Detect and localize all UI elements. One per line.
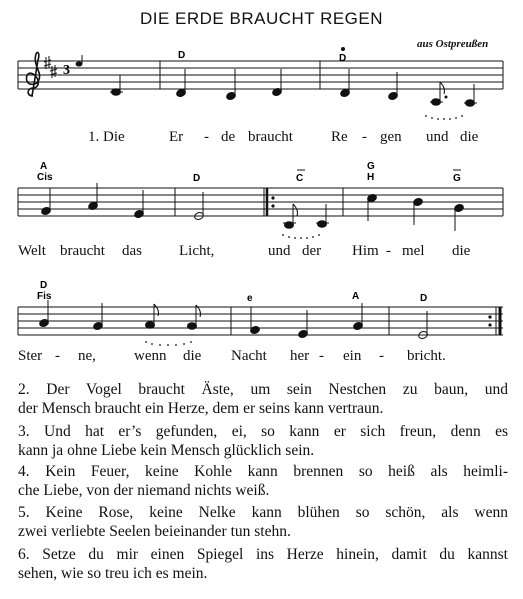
lyric-syllable: bricht. xyxy=(407,348,446,364)
staff-3 xyxy=(18,307,503,335)
chord-label: D xyxy=(40,280,48,291)
lyric-syllable: Him xyxy=(352,243,379,259)
staff-1 xyxy=(18,61,503,89)
lyric-syllable: braucht xyxy=(60,243,105,259)
lyric-syllable: Er xyxy=(169,129,184,145)
lyric-syllable: ne, xyxy=(78,348,96,364)
slur-row-1 xyxy=(425,115,463,120)
lyric-syllable: Ster xyxy=(18,348,43,364)
chord-label: H xyxy=(367,172,375,183)
lyric-syllable: die xyxy=(452,243,471,259)
chord-label: G xyxy=(367,161,375,172)
lyric-syllable: wenn xyxy=(134,348,167,364)
staff-2 xyxy=(18,188,503,216)
chord-label: Cis xyxy=(37,172,53,183)
lyric-syllable: der xyxy=(302,243,322,259)
verse-2 xyxy=(18,380,508,418)
time-signature: 3 xyxy=(63,63,70,78)
chord-label: D xyxy=(339,53,347,64)
lyric-syllable: und xyxy=(268,243,291,259)
verse-line: 2. Der Vogel braucht Äste, um sein Nestchen zu baun, und xyxy=(18,381,508,398)
verse-4 xyxy=(18,462,508,500)
verse-line: che Liebe, von der niemand nichts weiß. xyxy=(18,482,270,499)
chord-label: A xyxy=(352,291,360,302)
notes-row-3 xyxy=(39,300,429,340)
chord-label: G xyxy=(453,173,461,184)
chord-label: D xyxy=(193,173,201,184)
lyric-syllable: Re xyxy=(331,129,348,145)
lyric-syllable: de xyxy=(221,129,236,145)
lyric-syllable: - xyxy=(386,243,391,259)
verse-5 xyxy=(18,503,508,541)
verse-6 xyxy=(18,545,508,583)
chord-label: C xyxy=(296,173,304,184)
lyric-syllable: die xyxy=(460,129,479,145)
chord-label: Fis xyxy=(37,291,52,302)
lyric-syllable: ein xyxy=(343,348,362,364)
song-origin: aus Ostpreußen xyxy=(417,38,489,50)
lyric-syllable: - xyxy=(204,129,209,145)
lyric-syllable: das xyxy=(122,243,142,259)
lyric-syllable: Welt xyxy=(18,243,46,259)
lyric-syllable: braucht xyxy=(248,129,293,145)
lyric-syllable: Licht, xyxy=(179,243,215,259)
lyric-syllable: - xyxy=(319,348,324,364)
verse-line: 5. Keine Rose, keine Nelke kann blühen so schön, als wenn xyxy=(18,504,508,521)
verse-line: kann ja ohne Liebe kein Mensch glücklich sein. xyxy=(18,442,315,459)
lyric-syllable: mel xyxy=(402,243,425,259)
lyric-syllable: - xyxy=(55,348,60,364)
chord-label: D xyxy=(420,293,428,304)
lyric-syllable: gen xyxy=(380,129,402,145)
verse-line: zwei verliebte Seelen beieinander tun stehn. xyxy=(18,523,291,540)
verse-line: sehen, wie so treu ich es mein. xyxy=(18,565,208,582)
notes-row-2 xyxy=(41,183,465,231)
lyric-syllable: die xyxy=(183,348,202,364)
chord-label: A xyxy=(40,161,48,172)
verse-line: 4. Kein Feuer, keine Kohle kann brennen so heiß als heimli- xyxy=(18,463,508,480)
slur-row-3 xyxy=(145,341,192,346)
verse-3 xyxy=(18,422,508,460)
lyric-syllable: Nacht xyxy=(231,348,267,364)
lyric-syllable: 1. Die xyxy=(88,129,125,145)
verse-line: 3. Und hat er’s gefunden, ei, so kann er sich freun, denn es xyxy=(18,423,508,440)
chord-label: D xyxy=(178,50,186,61)
slur-row-2 xyxy=(282,234,320,239)
song-title: DIE ERDE BRAUCHT REGEN xyxy=(139,9,384,28)
lyric-syllable: - xyxy=(362,129,367,145)
lyric-syllable: her xyxy=(290,348,310,364)
verse-line: 6. Setze du mir einen Spiegel ins Herze hinein, damit du kannst xyxy=(18,546,508,563)
chord-label: e xyxy=(247,293,253,304)
lyric-syllable: - xyxy=(379,348,384,364)
lyric-syllable: und xyxy=(426,129,449,145)
verse-line: der Mensch braucht ein Herze, dem er seins kann vertraun. xyxy=(18,400,384,417)
